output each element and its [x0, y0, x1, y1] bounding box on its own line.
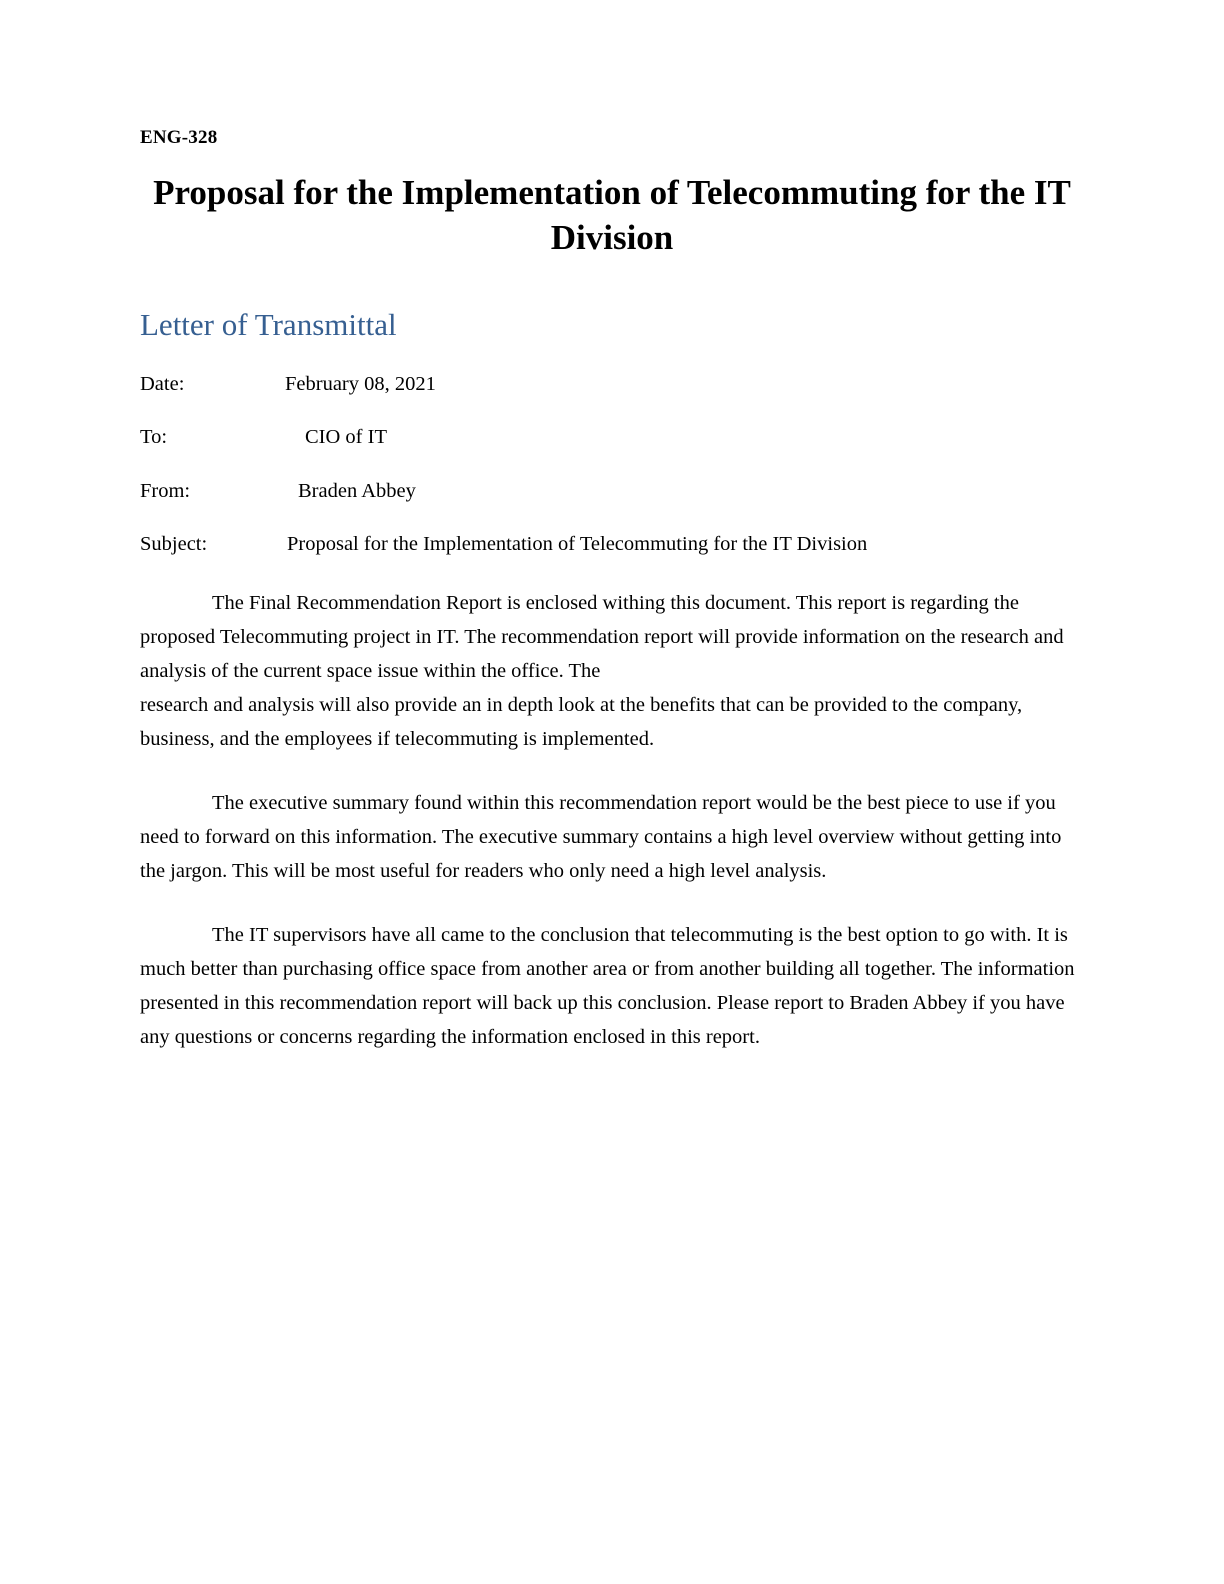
section-heading-letter-of-transmittal: Letter of Transmittal	[140, 307, 397, 343]
meta-row-to	[140, 425, 1084, 450]
meta-label-to: To:	[140, 426, 168, 449]
meta-row-date	[140, 372, 1084, 397]
meta-value-to: CIO of IT	[305, 426, 387, 449]
meta-row-from	[140, 479, 1084, 504]
meta-value-date: February 08, 2021	[285, 372, 436, 395]
meta-row-subject	[140, 532, 1084, 557]
paragraph-spacer	[140, 888, 1084, 918]
page-title: Proposal for the Implementation of Telecommuting for the IT Division	[153, 172, 1071, 257]
course-code: ENG-328	[140, 127, 218, 148]
meta-value-from: Braden Abbey	[298, 479, 416, 502]
body-paragraph-2: research and analysis will also provide an in depth look at the benefits that can be provided to the company, business, and the employees if telecommuting is implemented.	[140, 694, 1023, 751]
meta-value-subject: Proposal for the Implementation of Telecommuting for the IT Division	[287, 533, 868, 556]
body-paragraph-3: The executive summary found within this recommendation report would be the best piece to use if you need to forward on this information. The executive summary contains a high level overview without getting into the jargon. This will be most useful for readers who only need a high level analysis.	[140, 792, 1062, 883]
body-paragraph-1: The Final Recommendation Report is enclosed withing this document. This report is regarding the proposed Telecommuting project in IT. The recommendation report will provide information on the research and analysis of the current space issue within the office. The	[140, 592, 1064, 683]
meta-label-from: From:	[140, 479, 191, 502]
paragraph-spacer	[140, 756, 1084, 786]
body-paragraph-4: The IT supervisors have all came to the conclusion that telecommuting is the best option to go with. It is much better than purchasing office space from another area or from another building all together. The information presented in this recommendation report will back up this conclusion. Please report to Braden Abbey if you have any questions or concerns regarding the information enclosed in this report.	[140, 924, 1075, 1049]
meta-label-date: Date:	[140, 372, 185, 395]
meta-label-subject: Subject:	[140, 533, 208, 556]
